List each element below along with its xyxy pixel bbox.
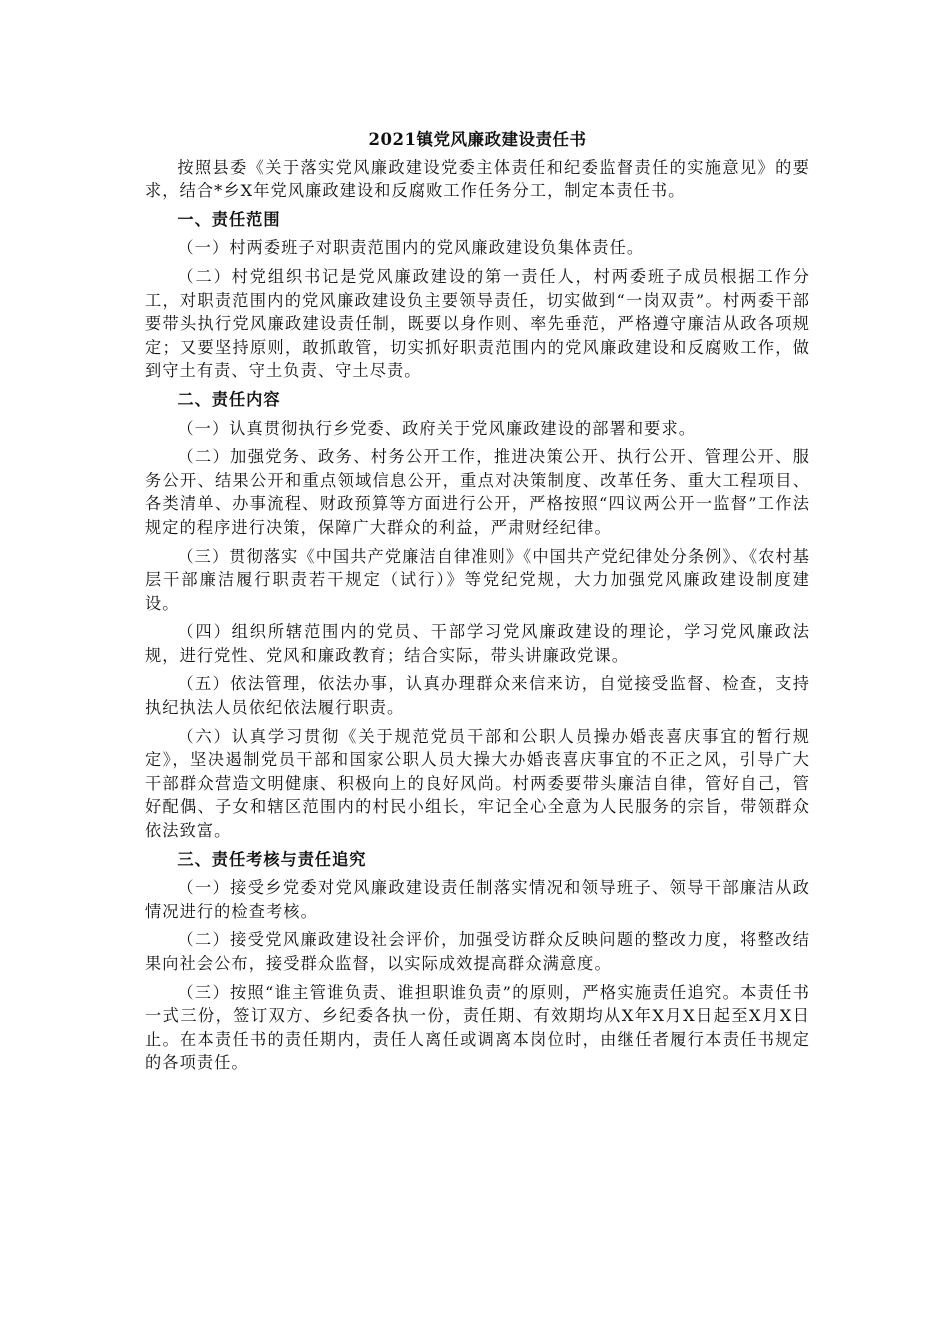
content-paragraph-2: （二）加强党务、政务、村务公开工作，推进决策公开、执行公开、管理公开、服务公开、结果公开和重点领域信息公开，重点对决策制度、改革任务、重大工程项目、各类清单、办事流程、财政预算等方面进行公开，严格按照“四议两公开一监督”工作法规定的程序进行决策，保障广大群众的利益，严肃财经纪律。 [145,447,810,537]
assessment-paragraph-2: （二）接受党风廉政建设社会评价，加强受访群众反映问题的整改力度，将整改结果向社会公布，接受群众监督，以实际成效提高群众满意度。 [145,930,810,973]
document-title: 2021镇党风廉政建设责任书 [368,130,587,149]
document-page [145,128,810,1080]
assessment-paragraph-3: （三）按照“谁主管谁负责、谁担职谁负责”的原则，严格实施责任追究。本责任书一式三份，签订双方、乡纪委各执一份，责任期、有效期均从X年X月X日起至X月X日止。在本责任书的责任期内，责任人离任或调离本岗位时，由继任者履行本责任书规定的各项责任。 [145,982,810,1073]
content-paragraph-1: （一）认真贯彻执行乡党委、政府关于党风廉政建设的部署和要求。 [177,418,697,438]
content-paragraph-5: （五）依法管理，依法办事，认真办理群众来信来访，自觉接受监督、检查，支持执纪执法人员依纪依法履行职责。 [145,674,810,718]
content-paragraph-6: （六）认真学习贯彻《关于规范党员干部和公职人员操办婚丧喜庆事宜的暂行规定》，坚决遏制党员干部和国家公职人员大操大办婚丧喜庆事宜的不正之风，引导广大干部群众营造文明健康、积极向上的良好风尚。村两委要带头廉洁自律，管好自己，管好配偶、子女和辖区范围内的村民小组长，牢记全心全意为人民服务的宗旨，带领群众依法致富。 [145,726,810,841]
assessment-paragraph-1: （一）接受乡党委对党风廉政建设责任制落实情况和领导班子、领导干部廉洁从政情况进行的检查考核。 [145,878,810,921]
section-heading-assessment: 三、责任考核与责任追究 [177,849,367,869]
scope-paragraph-2: （二）村党组织书记是党风廉政建设的第一责任人，村两委班子成员根据工作分工，对职责范围内的党风廉政建设负主要领导责任，切实做到“一岗双责”。村两委干部要带头执行党风廉政建设责任制，既要以身作则、率先垂范，严格遵守廉洁从政各项规定；又要坚持原则，敢抓敢管，切实抓好职责范围内的党风廉政建设和反腐败工作，做到守土有责、守土负责、守土尽责。 [145,266,810,381]
intro-paragraph: 按照县委《关于落实党风廉政建设党委主体责任和纪委监督责任的实施意见》的要求，结合*乡X年党风廉政建设和反腐败工作任务分工，制定本责任书。 [145,157,810,201]
section-heading-scope: 一、责任范围 [177,209,281,229]
content-paragraph-3: （三）贯彻落实《中国共产党廉洁自律准则》《中国共产党纪律处分条例》、《农村基层干部廉洁履行职责若干规定（试行）》等党纪党规，大力加强党风廉政建设制度建设。 [145,546,811,613]
scope-paragraph-1: （一）村两委班子对职责范围内的党风廉政建设负集体责任。 [177,238,645,258]
content-paragraph-4: （四）组织所辖范围内的党员、干部学习党风廉政建设的理论，学习党风廉政法规，进行党性、党风和廉政教育；结合实际，带头讲廉政党课。 [145,622,810,665]
section-heading-content: 二、责任内容 [177,389,281,409]
